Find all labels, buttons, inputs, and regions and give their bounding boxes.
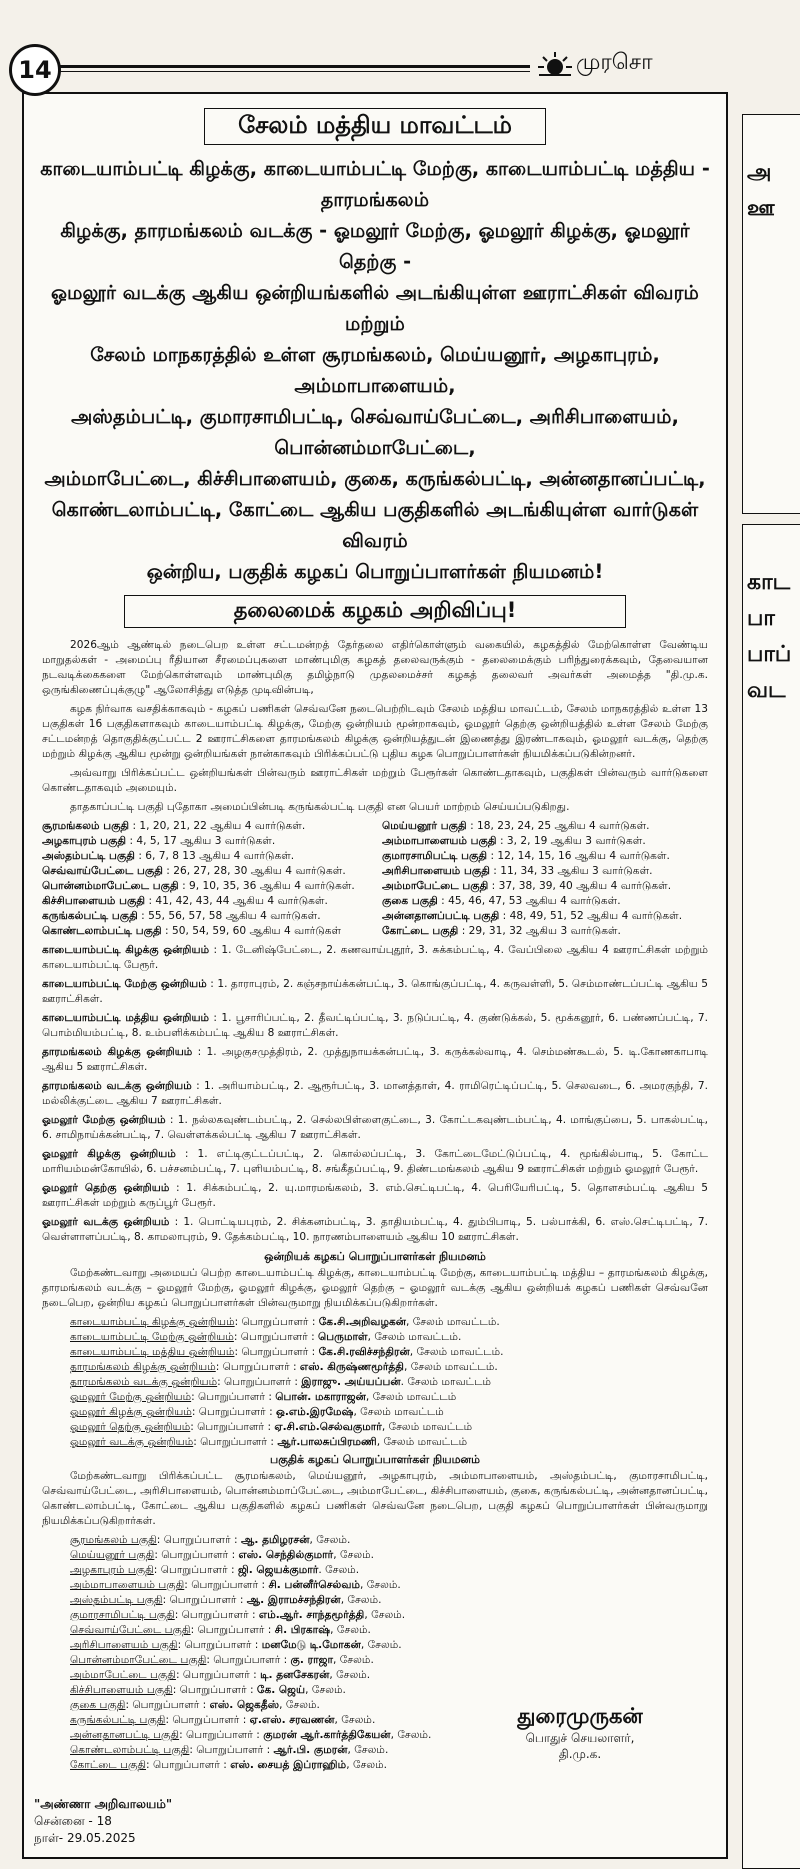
union-name: காடையாம்பட்டி கிழக்கு ஒன்றியம் (42, 944, 210, 956)
office-name: "அண்ணா அறிவாலயம்" (34, 1797, 173, 1811)
appointment-row (70, 1623, 708, 1638)
appointment-unit: குமாரசாமிபட்டி பகுதி (70, 1609, 175, 1621)
appointee-place: , சேலம் மாவட்டம் (381, 1421, 473, 1433)
appointee-name: ஏ.சி.எம்.செல்வகுமார் (274, 1421, 382, 1433)
adjacent-heading-fragment: அ (747, 160, 772, 185)
header-rule-thin (60, 71, 530, 72)
appointment-unit: கோட்டை பகுதி (70, 1759, 147, 1771)
appointment-unit: கிச்சிபாளையம் பகுதி (70, 1684, 173, 1696)
appointment-role: : பொறுப்பாளர் : (153, 1564, 235, 1576)
appointment-role: : பொறுப்பாளர் : (234, 1316, 316, 1328)
union-detail: : 1. அரியாம்பட்டி, 2. ஆரூர்பட்டி, 3. மானத்தாள், 4. ராமிரெட்டிப்பட்டி, 5. செலவடை, 6. அமரகுந்தி, 7. மல்லிக்குட்டை ஆகிய 7 ஊராட்சிகள். (42, 1080, 708, 1107)
appointment-role: : பொறுப்பாளர் : (154, 1549, 236, 1561)
ward-detail: : 45, 46, 47, 53 ஆகிய 4 வார்டுகள். (441, 895, 621, 907)
ward-area-name: கொண்டலாம்பட்டி பகுதி (42, 925, 162, 937)
ward-entry (42, 834, 368, 849)
announcement-box (22, 92, 728, 1859)
appointee-name: ஜி. ஜெயக்குமார் (237, 1564, 319, 1576)
appointee-name: பெருமாள் (318, 1331, 368, 1343)
appointment-role: : பொறுப்பாளர் : (146, 1759, 227, 1771)
ward-entry (382, 924, 708, 939)
appointee-name: எஸ். சையத் இப்ராஹிம் (230, 1759, 347, 1771)
appointee-place: , சேலம். (309, 1534, 351, 1546)
intro-paragraph: 2026ஆம் ஆண்டில் நடைபெற உள்ள சட்டமன்றத் தேர்தலை எதிர்கொள்ளும் வகையில், கழகத்தில் மேற்கொள்ள வேண்டிய மாறுதல்கள் - அமைப்பு ரீதியான சீரமைப்புகளை மாண்புமிகு கழகத் தலைவருக்கும் - தலைமைக்கும் பரிந்துரைக்கவும், தேவையான நடவடிக்கைகளை மேற்கொள்ளவும் மாண்புமிகு தமிழ்நாடு முதலமைச்சர் கழகத் தலைவர் அவர்கள் அமைத்த "தி.மு.க. ஒருங்கிணைப்புக்குழு" ஆலோசித்து எடுத்த முடிவின்படி, (42, 639, 708, 696)
ward-entry (382, 819, 708, 834)
notice-title: சேலம் மத்திய மாவட்டம் (204, 108, 546, 145)
union-detail: : 1. பொட்டியபுரம், 2. சிக்கனம்பட்டி, 3. தாதியம்பட்டி, 4. தும்பிபாடி, 5. பல்பாக்கி, 6. எஸ்.செட்டிபட்டி, 7. வெள்ளாளப்பட்டி, 8. காமலாபுரம், 9. தேக்கம்பட்டி, 10. நாரணம்பாளையம் ஆகிய 10 ஊராட்சிகள். (42, 1216, 708, 1243)
union-entry (42, 1147, 708, 1177)
union-detail: : 1. நல்லகவுண்டம்பட்டி, 2. செல்லபிள்ளைகுட்டை, 3. கோட்டகவுண்டம்பட்டி, 4. மாங்குப்பை, 5. பாகல்பட்டி, 6. சாமிநாய்க்கன்பட்டி, 7. வெள்ளக்கல்பட்டி ஆகிய 7 ஊராட்சிகள். (42, 1114, 708, 1141)
union-detail: : 1. டேனிஷ்பேட்டை, 2. கணவாய்புதூர், 3. சுக்கம்பட்டி, 4. வேப்பிலை ஆகிய 4 ஊராட்சிகள் மற்றும் காடையாம்பட்டி பேரூர். (42, 944, 708, 971)
appointee-name: பொன். மகாராஜன் (275, 1391, 366, 1403)
appointment-unit: காடையாம்பட்டி மத்திய ஒன்றியம் (70, 1346, 235, 1358)
appointee-place: , சேலம். (364, 1609, 406, 1621)
appointment-role: : பொறுப்பாளர் : (234, 1346, 316, 1358)
ward-entry (42, 924, 368, 939)
appointment-unit: கருங்கல்பட்டி பகுதி (70, 1714, 166, 1726)
union-detail: : 1. அழகுசமுத்திரம், 2. முத்துநாயக்கன்பட்டி, 3. கருக்கல்வாடி, 4. செம்மண்கூடல், 5. டி.கோணகாபாடி ஆகிய 5 ஊராட்சிகள். (42, 1046, 708, 1073)
appointee-place: , சேலம். (346, 1759, 388, 1771)
appointee-place: . சேலம் மாவட்டம் (400, 1376, 492, 1388)
appointment-role: : பொறுப்பாளர் : (162, 1594, 244, 1606)
ward-detail: : 48, 49, 51, 52 ஆகிய 4 வார்டுகள். (502, 910, 683, 922)
ward-entry (42, 819, 368, 834)
appointment-unit: அம்மாபாளையம் பகுதி (70, 1579, 185, 1591)
appointment-row (70, 1315, 708, 1330)
ward-area-name: அம்மாபாளையம் பகுதி (382, 835, 497, 847)
union-section-intro: மேற்கண்டவாறு அமையப் பெற்ற காடையாம்பட்டி கிழக்கு, காடையாம்பட்டி மேற்கு, காடையாம்பட்டி மத்திய – தாரமங்கலம் கிழக்கு, தாரமங்கலம் வடக்கு – ஓமலூர் மேற்கு, ஓமலூர் கிழக்கு, ஓமலூர் தெற்கு – ஓமலூர் வடக்கு ஆகிய ஒன்றியக் கழகப் பணிகள் செவ்வனே நடைபெற, ஒன்றிய கழகப் பொறுப்பாளர்கள் பின்வருமாறு நியமிக்கப்படுகிறார்கள். (42, 1267, 708, 1309)
union-detail: : 1. எட்டிகுட்டப்பட்டி, 2. கொல்லப்பட்டி, 3. கோட்டைமேட்டுப்பட்டி, 4. மூங்கில்பாடி, 5. கோட்ட மாரியம்மன்கோயில், 6. பச்சனம்பட்டி, 7. புளியம்பட்டி, 8. சங்கீதப்பட்டி, 9. திண்டமங்கலம் ஆகிய 9 ஊராட்சிகள் மற்றும் ஓமலூர் பேரூர். (42, 1148, 708, 1175)
appointment-role: : பொறுப்பாளர் : (125, 1699, 207, 1711)
signature-block (490, 1704, 670, 1763)
appointee-name: எம்.ஆர். சாந்தமூர்த்தி (258, 1609, 365, 1621)
headline-line: ஓமலூர் வடக்கு ஆகிய ஒன்றியங்களில் அடங்கியுள்ள ஊராட்சிகள் விவரம் மற்றும் (51, 281, 699, 335)
appointment-role: : பொறுப்பாளர் : (189, 1744, 271, 1756)
appointment-unit: பொன்னம்மாபேட்டை பகுதி (70, 1654, 207, 1666)
appointment-role: : பொறுப்பாளர் : (215, 1361, 297, 1373)
appointee-place: , சேலம். (279, 1699, 320, 1711)
ward-detail: : 37, 38, 39, 40 ஆகிய 4 வார்டுகள். (491, 880, 672, 892)
ward-detail: : 18, 23, 24, 25 ஆகிய 4 வார்டுகள். (470, 820, 650, 832)
appointee-name: இராஜு. அய்யப்பன் (301, 1376, 401, 1388)
appointee-name: ஆர்.பாலசுப்பிரமணி (277, 1436, 377, 1448)
appointee-place: , சேலம். (333, 1549, 375, 1561)
unions-list (42, 943, 708, 1245)
union-name: ஓமலூர் கிழக்கு ஒன்றியம் (42, 1148, 176, 1160)
adjacent-column (742, 92, 800, 1869)
appointment-role: : பொறுப்பாளர் : (174, 1609, 256, 1621)
ward-entry (382, 849, 708, 864)
ward-entry (382, 909, 708, 924)
union-detail: : 1. பூசாரிப்பட்டி, 2. தீவட்டிப்பட்டி, 3. நடுப்பட்டி, 4. குண்டுக்கல், 5. மூக்கனூர், 6. பண்ணப்பட்டி, 7. பொம்மியம்பட்டி, 8. உம்பளிக்கம்பட்டி ஆகிய 8 ஊராட்சிகள். (42, 1012, 709, 1039)
appointee-place: , சேலம். (330, 1624, 371, 1636)
appointee-place: , சேலம். (347, 1744, 389, 1756)
appointment-row (70, 1608, 708, 1623)
signatory-name: துரைமுருகன் (517, 1704, 643, 1728)
intro-paragraph: தாதகாப்பட்டி பகுதி புதோகா அமைப்பின்படி கருங்கல்பட்டி பகுதி என பெயர் மாற்றம் செய்யப்படுகிறது. (70, 801, 570, 813)
address-block (34, 1796, 172, 1847)
appointee-place: , சேலம் மாவட்டம். (403, 1361, 498, 1373)
union-entry (42, 1011, 708, 1041)
appointee-name: ஆ. இராமச்சந்திரன் (246, 1594, 341, 1606)
page-header (0, 0, 800, 84)
appointment-row (70, 1345, 708, 1360)
office-city: சென்னை - 18 (34, 1814, 112, 1828)
ward-entry (42, 894, 368, 909)
ward-detail: : 26, 27, 28, 30 ஆகிய 4 வார்டுகள். (166, 865, 346, 877)
union-appointments (70, 1315, 708, 1450)
appointee-place: , சேலம். (329, 1669, 371, 1681)
appointee-place: , சேலம் மாவட்டம் (376, 1436, 468, 1448)
appointee-name: சி. பிரகாஷ் (274, 1624, 331, 1636)
appointment-unit: கொண்டலாம்பட்டி பகுதி (70, 1744, 190, 1756)
appointment-row (70, 1435, 708, 1450)
union-name: காடையாம்பட்டி மேற்கு ஒன்றியம் (42, 978, 207, 990)
appointment-row (70, 1375, 708, 1390)
appointment-role: : பொறுப்பாளர் : (217, 1376, 298, 1388)
ward-detail: : 12, 14, 15, 16 ஆகிய 4 வார்டுகள். (490, 850, 670, 862)
appointment-role: : பொறுப்பாளர் : (190, 1421, 272, 1433)
union-section-title: ஒன்றியக் கழகப் பொறுப்பாளர்கள் நியமனம் (264, 1250, 486, 1263)
union-entry (42, 1079, 708, 1109)
appointment-unit: ஓமலூர் வடக்கு ஒன்றியம் (70, 1436, 194, 1448)
notice-subhead: தலைமைக் கழகம் அறிவிப்பு! (124, 595, 626, 628)
appointment-role: : பொறுப்பாளர் : (190, 1624, 272, 1636)
notice-body (42, 638, 708, 1773)
appointment-row (70, 1578, 708, 1593)
appointment-unit: தாரமங்கலம் வடக்கு ஒன்றியம் (70, 1376, 218, 1388)
appointment-role: : பொறுப்பாளர் : (179, 1729, 260, 1741)
union-entry (42, 943, 708, 973)
appointment-role: : பொறுப்பாளர் : (206, 1654, 288, 1666)
appointment-unit: ஓமலூர் மேற்கு ஒன்றியம் (70, 1391, 192, 1403)
ward-detail: : 4, 5, 17 ஆகிய 3 வார்டுகள். (129, 835, 276, 847)
ward-area-name: அஸ்தம்பட்டி பகுதி (42, 850, 135, 862)
appointment-unit: குகை பகுதி (70, 1699, 126, 1711)
union-entry (42, 1181, 708, 1211)
appointment-role: : பொறுப்பாளர் : (156, 1534, 238, 1546)
appointment-row (70, 1593, 708, 1608)
wards-list (42, 819, 708, 939)
ward-entry (42, 864, 368, 879)
ward-entry (382, 864, 708, 879)
page-number: 14 (9, 44, 61, 96)
ward-detail: : 55, 56, 57, 58 ஆகிய 4 வார்டுகள். (141, 910, 321, 922)
newspaper-brand: முரசொ (576, 50, 653, 75)
appointment-row (70, 1533, 708, 1548)
area-section-intro: மேற்கண்டவாறு பிரிக்கப்பட்ட சூரமங்கலம், மெய்யனூர், அழகாபுரம், அம்மாபாளையம், அஸ்தம்பட்டி, குமாரசாமிபட்டி, செவ்வாய்பேட்டை, அரிசிபாளையம், பொன்னம்மாப்பேட்டை, அம்மாபேட்டை, கிச்சிபாளையம், குகை, கருங்கல்பட்டி, அன்னதானப்பட்டி, கொண்டலாம்பட்டி, கோட்டை ஆகிய பகுதிகளில் கழகப் பணிகள் செவ்வனே நடைபெற, பகுதி கழகப் பொறுப்பாளர்கள் பின்வருமாறு நியமிக்கப்படுகிறார்கள். (42, 1470, 708, 1527)
appointment-role: : பொறுப்பாளர் : (165, 1714, 247, 1726)
appointment-unit: ஓமலூர் கிழக்கு ஒன்றியம் (70, 1406, 192, 1418)
appointment-role: : பொறுப்பாளர் : (191, 1391, 272, 1403)
union-entry (42, 1113, 708, 1143)
appointment-unit: செவ்வாய்பேட்டை பகுதி (70, 1624, 191, 1636)
adjacent-heading-fragment: பாப் (747, 642, 792, 667)
appointment-unit: அரிசிபாளையம் பகுதி (70, 1639, 178, 1651)
ward-area-name: அன்னதானப்பட்டி பகுதி (382, 910, 500, 922)
appointee-name: ஏ.எஸ். சரவணன் (249, 1714, 335, 1726)
ward-detail: : 1, 20, 21, 22 ஆகிய 4 வார்டுகள். (132, 820, 306, 832)
adjacent-heading-fragment: பா (747, 606, 775, 631)
ward-detail: : 11, 34, 33 ஆகிய 3 வார்டுகள். (493, 865, 653, 877)
appointee-place: , சேலம். (340, 1594, 382, 1606)
headline-line: காடையாம்பட்டி கிழக்கு, காடையாம்பட்டி மேற்கு, காடையாம்பட்டி மத்திய - தாரமங்கலம் (40, 157, 710, 211)
ward-area-name: அரிசிபாளையம் பகுதி (382, 865, 490, 877)
appointment-role: : பொறுப்பாளர் : (175, 1669, 257, 1681)
appointment-unit: காடையாம்பட்டி கிழக்கு ஒன்றியம் (70, 1316, 235, 1328)
appointment-unit: ஓமலூர் தெற்கு ஒன்றியம் (70, 1421, 191, 1433)
union-name: ஓமலூர் தெற்கு ஒன்றியம் (42, 1182, 170, 1194)
ward-area-name: மெய்யனூர் பகுதி (382, 820, 467, 832)
ward-detail: : 50, 54, 59, 60 ஆகிய 4 வார்டுகள் (165, 925, 342, 937)
ward-area-name: அழகாபுரம் பகுதி (42, 835, 127, 847)
appointment-role: : பொறுப்பாளர் : (184, 1579, 266, 1591)
appointee-place: , சேலம் மாவட்டம். (409, 1346, 504, 1358)
appointment-row (70, 1653, 708, 1668)
headline-line: கிழக்கு, தாரமங்கலம் வடக்கு - ஓமலூர் மேற்கு, ஓமலூர் கிழக்கு, ஓமலூர் தெற்கு - (60, 219, 690, 273)
appointment-unit: சூரமங்கலம் பகுதி (70, 1534, 157, 1546)
intro-paragraph: கழக நிர்வாக வசதிக்காகவும் - கழகப் பணிகள் செவ்வனே நடைபெற்றிடவும் சேலம் மத்திய மாவட்டம், சேலம் மாநகரத்தில் உள்ள 13 பகுதிகள் 16 பகுதிகளாகவும் காடையாம்பட்டி கிழக்கு, மேற்கு ஒன்றியம் மூன்றாகவும், ஓமலூர் தெற்கு ஒன்றியத்தில் உள்ள சேலம் மேற்கு சட்டமன்றத் தொகுதிக்குட்பட்ட 2 ஊராட்சிகளை தாரமங்கலம் கிழக்கு ஒன்றியத்துடன் இணைத்து இரண்டாகவும், ஓமலூர் வடக்கு, தெற்கு மற்றும் கிழக்கு ஆகிய மூன்று ஒன்றியங்கள் நான்காகவும் பிரிக்கப்பட்டு புதிய கழக பொறுப்பாளர்கள் நியமிக்கப்படுகின்றனர். (42, 703, 708, 760)
appointment-role: : பொறுப்பாளர் : (172, 1684, 254, 1696)
appointee-name: ஒ.எம்.இரமேஷ் (276, 1406, 354, 1418)
appointment-role: : பொறுப்பாளர் : (193, 1436, 275, 1448)
appointment-unit: அஸ்தம்பட்டி பகுதி (70, 1594, 163, 1606)
ward-area-name: குகை பகுதி (382, 895, 438, 907)
intro-paragraph: அவ்வாறு பிரிக்கப்பட்ட ஒன்றியங்கள் பின்வரும் ஊராட்சிகள் மற்றும் பேரூர்கள் கொண்டதாகவும், பகுதிகள் பின்வரும் வார்டுகளை கொண்டதாகவும் அமையும். (42, 767, 708, 794)
ward-area-name: செவ்வாய்பேட்டை பகுதி (42, 865, 163, 877)
union-name: தாரமங்கலம் வடக்கு ஒன்றியம் (42, 1080, 192, 1092)
ward-area-name: கோட்டை பகுதி (382, 925, 459, 937)
ward-detail: : 6, 7, 8 13 ஆகிய 4 வார்டுகள். (138, 850, 295, 862)
ward-entry (382, 879, 708, 894)
appointee-place: , சேலம். (333, 1654, 374, 1666)
adjacent-notice-bottom (742, 524, 800, 1869)
union-entry (42, 1045, 708, 1075)
appointee-name: கே.சி.அறிவழகன் (318, 1316, 407, 1328)
adjacent-notice-top (742, 114, 800, 514)
appointment-role: : பொறுப்பாளர் : (177, 1639, 259, 1651)
appointment-row (70, 1563, 708, 1578)
ward-entry (382, 834, 708, 849)
appointment-unit: அழகாபுரம் பகுதி (70, 1564, 154, 1576)
ward-area-name: குமாரசாமிபட்டி பகுதி (382, 850, 488, 862)
appointee-name: கே. ஜெய் (256, 1684, 306, 1696)
adjacent-heading-fragment: ஊ (747, 196, 775, 221)
appointee-name: கே.சி.ரவிச்சந்திரன் (318, 1346, 410, 1358)
appointee-name: ஆ. தமிழரசன் (240, 1534, 310, 1546)
appointee-name: கு. ராஜா (290, 1654, 333, 1666)
appointment-row (70, 1548, 708, 1563)
appointment-row (70, 1638, 708, 1653)
appointee-place: . சேலம். (318, 1564, 360, 1576)
appointee-name: எஸ். ஜெகதீஸ் (209, 1699, 280, 1711)
headline-line: ஒன்றிய, பகுதிக் கழகப் பொறுப்பாளர்கள் நியமனம்! (146, 560, 604, 583)
ward-detail: : 41, 42, 43, 44 ஆகிய 4 வார்டுகள். (148, 895, 328, 907)
appointment-row (70, 1668, 708, 1683)
ward-area-name: கருங்கல்பட்டி பகுதி (42, 910, 138, 922)
rising-sun-icon (537, 50, 573, 80)
union-detail: : 1. சிக்கம்பட்டி, 2. யு.மாரமங்கலம், 3. எம்.செட்டிபட்டி, 4. பெரியேரிபட்டி, 5. தொளசம்பட்டி ஆகிய 5 ஊராட்சிகள் மற்றும் கருப்பூர் பேரூர். (42, 1182, 709, 1209)
appointee-place: , சேலம் மாவட்டம் (365, 1391, 457, 1403)
area-section-title: பகுதிக் கழகப் பொறுப்பாளர்கள் நியமனம் (270, 1453, 480, 1466)
appointment-row (70, 1405, 708, 1420)
ward-entry (42, 879, 368, 894)
appointment-row (70, 1683, 708, 1698)
ward-detail: : 9, 10, 35, 36 ஆகிய 4 வார்டுகள். (182, 880, 355, 892)
ward-detail: : 3, 2, 19 ஆகிய 3 வார்டுகள். (499, 835, 646, 847)
appointment-unit: அன்னதானபட்டி பகுதி (70, 1729, 180, 1741)
appointment-role: : பொறுப்பாளர் : (191, 1406, 273, 1418)
appointee-place: , சேலம். (360, 1639, 402, 1651)
appointee-place: , சேலம் மாவட்டம். (406, 1316, 500, 1328)
adjacent-heading-fragment: வட (747, 678, 786, 703)
appointee-name: ஆர்.பி. குமரன் (273, 1744, 348, 1756)
appointee-name: டி. தனசேகரன் (260, 1669, 330, 1681)
appointment-unit: தாரமங்கலம் கிழக்கு ஒன்றியம் (70, 1361, 216, 1373)
appointee-name: சி. பன்னீர்செல்வம் (268, 1579, 360, 1591)
appointment-row (70, 1420, 708, 1435)
adjacent-heading-fragment: காட (747, 570, 791, 595)
ward-area-name: அம்மாபேட்டை பகுதி (382, 880, 489, 892)
notice-date: நாள்- 29.05.2025 (34, 1831, 136, 1845)
union-detail: : 1. தாராபுரம், 2. கஞ்சநாய்க்கன்பட்டி, 3. கொங்குப்பட்டி, 4. கருவள்ளி, 5. செம்மாண்டப்பட்டி ஆகிய 5 ஊராட்சிகள். (42, 978, 709, 1005)
appointment-row (70, 1390, 708, 1405)
ward-detail: : 29, 31, 32 ஆகிய 3 வார்டுகள். (461, 925, 621, 937)
ward-area-name: சூரமங்கலம் பகுதி (42, 820, 130, 832)
appointment-row (70, 1360, 708, 1375)
appointment-unit: அம்மாபேட்டை பகுதி (70, 1669, 176, 1681)
signatory-org: தி.மு.க. (558, 1747, 602, 1761)
union-name: ஓமலூர் மேற்கு ஒன்றியம் (42, 1114, 166, 1126)
union-entry (42, 1215, 708, 1245)
ward-area-name: பொன்னம்மாபேட்டை பகுதி (42, 880, 179, 892)
appointee-place: , சேலம். (334, 1714, 376, 1726)
headline-line: சேலம் மாநகரத்தில் உள்ள சூரமங்கலம், மெய்யனூர், அழகாபுரம், அம்மாபாளையம், (90, 343, 660, 397)
appointee-place: , சேலம். (305, 1684, 346, 1696)
ward-entry (42, 909, 368, 924)
appointee-name: குமரன் ஆர்.கார்த்திகேயன் (263, 1729, 391, 1741)
headline-line: அம்மாபேட்டை, கிச்சிபாளையம், குகை, கருங்கல்பட்டி, அன்னதானப்பட்டி, (44, 467, 706, 490)
notice-headline (40, 153, 710, 587)
appointee-name: எஸ். செந்தில்குமார் (238, 1549, 334, 1561)
appointee-place: , சேலம் மாவட்டம். (367, 1331, 462, 1343)
signatory-title: பொதுச் செயலாளர், (525, 1731, 635, 1745)
union-name: தாரமங்கலம் கிழக்கு ஒன்றியம் (42, 1046, 193, 1058)
appointment-unit: காடையாம்பட்டி மேற்கு ஒன்றியம் (70, 1331, 234, 1343)
headline-line: அஸ்தம்பட்டி, குமாரசாமிபட்டி, செவ்வாய்பேட்டை, அரிசிபாளையம், பொன்னம்மாபேட்டை, (71, 405, 679, 459)
ward-area-name: கிச்சிபாளையம் பகுதி (42, 895, 146, 907)
union-entry (42, 977, 708, 1007)
appointee-name: எஸ். கிருஷ்ணமூர்த்தி (299, 1361, 404, 1373)
ward-entry (42, 849, 368, 864)
union-name: காடையாம்பட்டி மத்திய ஒன்றியம் (42, 1012, 210, 1024)
appointment-unit: மெய்யனூர் பகுதி (70, 1549, 155, 1561)
appointee-place: , சேலம் மாவட்டம் (353, 1406, 444, 1418)
header-rule (60, 65, 530, 68)
appointee-place: , சேலம். (390, 1729, 432, 1741)
union-name: ஓமலூர் வடக்கு ஒன்றியம் (42, 1216, 170, 1228)
appointee-name: மனமேடு டி.மோகன் (261, 1639, 361, 1651)
headline-line: கொண்டலாம்பட்டி, கோட்டை ஆகிய பகுதிகளில் அடங்கியுள்ள வார்டுகள் விவரம் (51, 498, 699, 552)
ward-entry (382, 894, 708, 909)
appointment-row (70, 1330, 708, 1345)
appointment-role: : பொறுப்பாளர் : (233, 1331, 315, 1343)
appointee-place: , சேலம். (359, 1579, 401, 1591)
